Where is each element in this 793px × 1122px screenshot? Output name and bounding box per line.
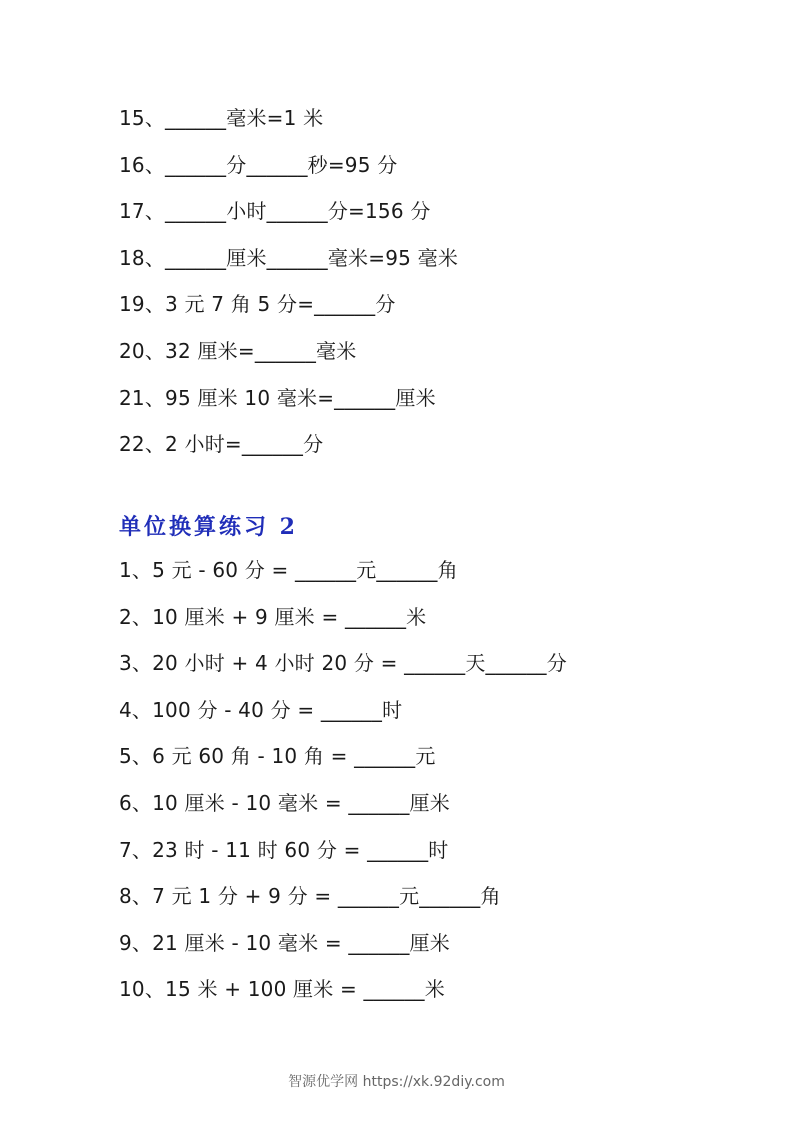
footer-watermark: 智源优学网 https://xk.92diy.com [288, 1074, 505, 1090]
exercise-item-9: 9、21 厘米 - 10 毫米 = ______厘米 [119, 930, 450, 955]
exercise-item-15: 15、______毫米=1 米 [119, 106, 324, 130]
exercise-item-10: 10、15 米 + 100 厘米 = ______米 [119, 977, 445, 1002]
exercise-item-3: 3、20 小时 + 4 小时 20 分 = ______天______分 [119, 651, 567, 676]
exercise-item-19: 19、3 元 7 角 5 分=______分 [119, 292, 396, 317]
exercise-item-4: 4、100 分 - 40 分 = ______时 [119, 697, 403, 722]
exercise-item-1: 1、5 元 - 60 分 = ______元______角 [119, 558, 458, 582]
exercise-item-21: 21、95 厘米 10 毫米=______厘米 [119, 385, 436, 410]
exercise-item-6: 6、10 厘米 - 10 毫米 = ______厘米 [119, 790, 450, 815]
exercise-item-8: 8、7 元 1 分 + 9 分 = ______元______角 [119, 884, 501, 909]
exercise-item-17: 17、______小时______分=156 分 [119, 199, 431, 224]
exercise-list-part1 [119, 103, 739, 476]
exercise-item-7: 7、23 时 - 11 时 60 分 = ______时 [119, 837, 449, 862]
exercise-item-22: 22、2 小时=______分 [119, 432, 324, 457]
exercise-item-5: 5、6 元 60 角 - 10 角 = ______元 [119, 744, 436, 769]
exercise-list-part2 [119, 555, 739, 1021]
section-title: 单位换算练习 2 [119, 514, 298, 540]
exercise-item-2: 2、10 厘米 + 9 厘米 = ______米 [119, 604, 427, 629]
exercise-item-20: 20、32 厘米=______毫米 [119, 338, 357, 363]
exercise-item-16: 16、______分______秒=95 分 [119, 152, 398, 177]
exercise-item-18: 18、______厘米______毫米=95 毫米 [119, 245, 459, 270]
